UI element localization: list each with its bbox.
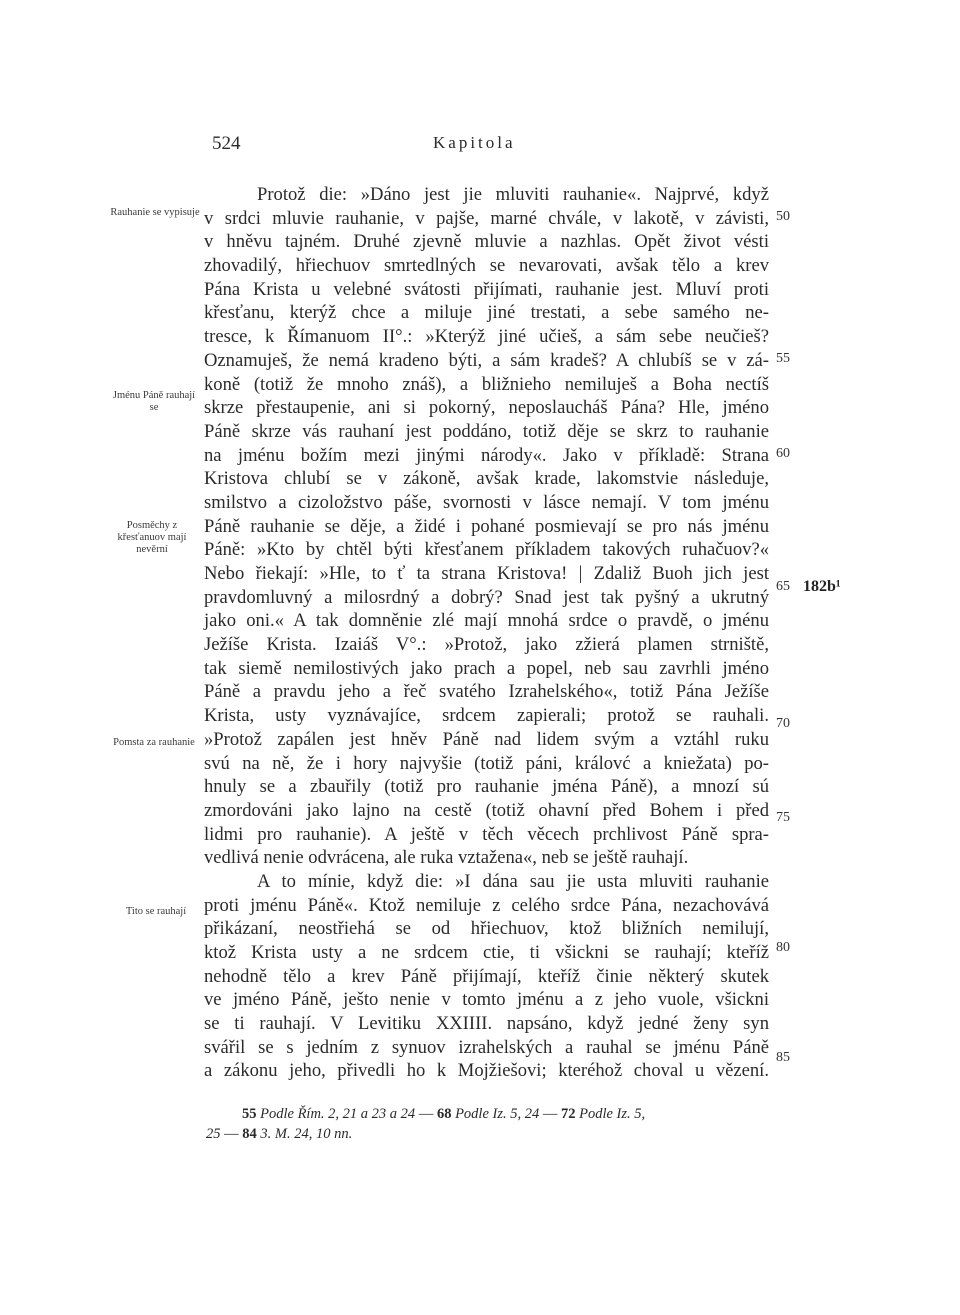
footnote-text: Podle Iz. 5, 24 (455, 1106, 540, 1122)
footnote-dash: — (542, 1106, 558, 1122)
text-line: Páně rauhanie se děje, a židé i pohané posmievají se pro nás jménu (204, 515, 769, 537)
text-line: Ježíše Krista. Izaiáš V°.: »Protož, jako zžierá plamen strniště, (204, 634, 769, 656)
text-line: zmordováni jako lajno na cestě (totiž ohavní před Bohem i před (204, 799, 769, 821)
text-line: Páně: »Kto by chtěl býti křesťanem příkladem takových ruhačuov?« (204, 539, 769, 561)
text-line: proti jménu Páně«. Ktož nemiluje z celého srdce Pána, nezachovává (204, 894, 769, 916)
text-line: Oznamuješ, že nemá kradeno býti, a sám kradeš? A chlubíš se v zá- (204, 349, 769, 371)
text-line: koně (totiž že mnoho znáš), a bližnieho nemiluješ a Boha nectíš (204, 373, 769, 395)
footnote-line (206, 1104, 768, 1124)
text-line: nehodně tělo a krev Páně přijímají, kteříž činie některý skutek (204, 965, 769, 987)
line-number: 70 (776, 716, 790, 731)
text-line: v hněvu tajném. Druhé zjevně mluvie a nazhlas. Opět život vésti (204, 231, 769, 253)
text-line: v srdci mluvie rauhanie, v pajše, marné chvále, v lakotě, v závisti, (204, 207, 769, 229)
text-line: skrze přestaupenie, ani si pokorný, neposlaucháš Pána? Hle, jméno (204, 397, 769, 419)
text-line: Páně a pravdu jeho a řeč svatého Izrahelského«, totiž Pána Ježíše (204, 681, 769, 703)
text-line: Protož die: »Dáno jest jie mluviti rauhanie«. Najprvé, když (257, 184, 769, 205)
running-title: Kapitola (433, 133, 516, 152)
text-line: zhovadilý, hřiechuov smrtedlných se nevarovati, avšak tělo a krev (204, 255, 769, 277)
text-line: jako oni.« A tak domněnie zlé mají mnohá srdce o pravdě, o jménu (204, 610, 769, 632)
footnotes (206, 1104, 768, 1144)
footnote-line (206, 1124, 768, 1144)
page-number: 524 (212, 133, 241, 154)
footnote-number: 72 (560, 1106, 576, 1122)
line-number: 55 (776, 351, 790, 366)
text-line: A to mínie, když die: »I dána sau jie usta mluviti rauhanie (257, 870, 769, 892)
footnote-dash: — (418, 1106, 434, 1122)
line-number: 60 (776, 446, 790, 461)
text-line: »Protož zapálen jest hněv Páně nad lidem svým a vztáhl ruku (204, 728, 769, 750)
line-number: 75 (776, 810, 790, 825)
footnote-dash: — (224, 1126, 239, 1142)
margin-note: Jménu Páně rauhají se (112, 390, 196, 413)
line-number: 80 (776, 940, 790, 955)
margin-note: Pomsta za rauhanie (113, 737, 195, 748)
text-line: tak siemě nemilostivých jako prach a popel, neb sau zavrhli jméno (204, 657, 769, 679)
text-line: ve jméno Páně, ješto nenie v tomto jménu a z jeho vuole, všickni (204, 989, 769, 1011)
main-text (204, 183, 769, 1083)
text-line: hnuly se a zbauřily (totiž pro rauhanie jména Páně), a mnozí sú (204, 776, 769, 798)
margin-note: Posměchy z křesťanuov mají nevěrní (117, 520, 187, 555)
footnote-number: 68 (436, 1106, 452, 1122)
margin-note: Tito se rauhají (125, 906, 187, 917)
text-line: přikázaní, neostřiehá se od hřiechuov, ktož bližních nemilují, (204, 918, 769, 940)
line-number: 85 (776, 1050, 790, 1065)
footnote-text: 3. M. 24, 10 nn. (260, 1126, 353, 1142)
text-line: ktož Krista usty a ne srdcem ctie, ti všickni se rauhají; kteříž (204, 942, 769, 963)
footnote-number: 84 (242, 1126, 257, 1142)
text-line: se ti rauhají. V Levitiku XXIIII. napsáno, když jedné ženy syn (204, 1013, 769, 1035)
text-line: vedlivá nenie odvrácena, ale ruka vztažena«, neb se ještě rauhají. (204, 847, 689, 869)
text-line: Krista, usty vyznávajíce, srdcem zapierali; protož se rauhali. (204, 705, 769, 727)
folio-mark: 182b¹ (803, 578, 841, 595)
text-line: a zákonu jeho, přivedli ho k Mojžiešovi; kteréhož choval u vězení. (204, 1060, 769, 1082)
line-number: 65 (776, 579, 790, 594)
footnote-text: 25 (206, 1126, 221, 1142)
page-header (0, 133, 960, 157)
text-line: smilstvo a cizoložstvo páše, svornosti v lásce nemají. V tom jménu (204, 491, 769, 513)
text-line: svú na ně, že i hory najvyšie (totiž páni, královć a kniežata) po- (204, 752, 769, 774)
text-line: pravdomluvný a milosrdný a dobrý? Snad jest tak pyšný a ukrutný (204, 586, 769, 608)
text-line: Nebo řiekají: »Hle, to ť ta strana Kristova! | Zdaliž Buoh jich jest (204, 563, 769, 584)
text-line: Pána Krista u velebné svátosti přijímati, rauhanie jest. Mluví proti (204, 278, 769, 300)
footnote-text: Podle Řím. 2, 21 a 23 a 24 (260, 1106, 416, 1122)
text-line: na jménu božím mezi jinými národy«. Jako v příkladě: Strana (204, 444, 769, 466)
text-line: svářil se s jedním z synuov izrahelských a rauhal se jménu Páně (204, 1036, 769, 1058)
text-line: křesťanu, kterýž chce a miluje jiné trestati, a sebe samého ne- (204, 302, 769, 324)
text-line: lidmi pro rauhanie). A ještě v těch věcech prchlivost Páně spra- (204, 823, 769, 845)
text-line: Páně skrze vás rauhaní jest poddáno, totiž děje se skrz to rauhanie (204, 420, 769, 442)
text-line: tresce, k Římanuom II°.: »Kterýž jiné učieš, a sám sebe neučieš? (204, 326, 769, 348)
margin-note: Rauhanie se vypisuje (110, 207, 200, 218)
footnote-number: 55 (242, 1106, 257, 1122)
footnote-text: Podle Iz. 5, (579, 1106, 646, 1122)
text-line: Kristova chlubí se v zákoně, avšak krade, lakomstvie následuje, (204, 468, 769, 490)
line-number: 50 (776, 209, 790, 224)
